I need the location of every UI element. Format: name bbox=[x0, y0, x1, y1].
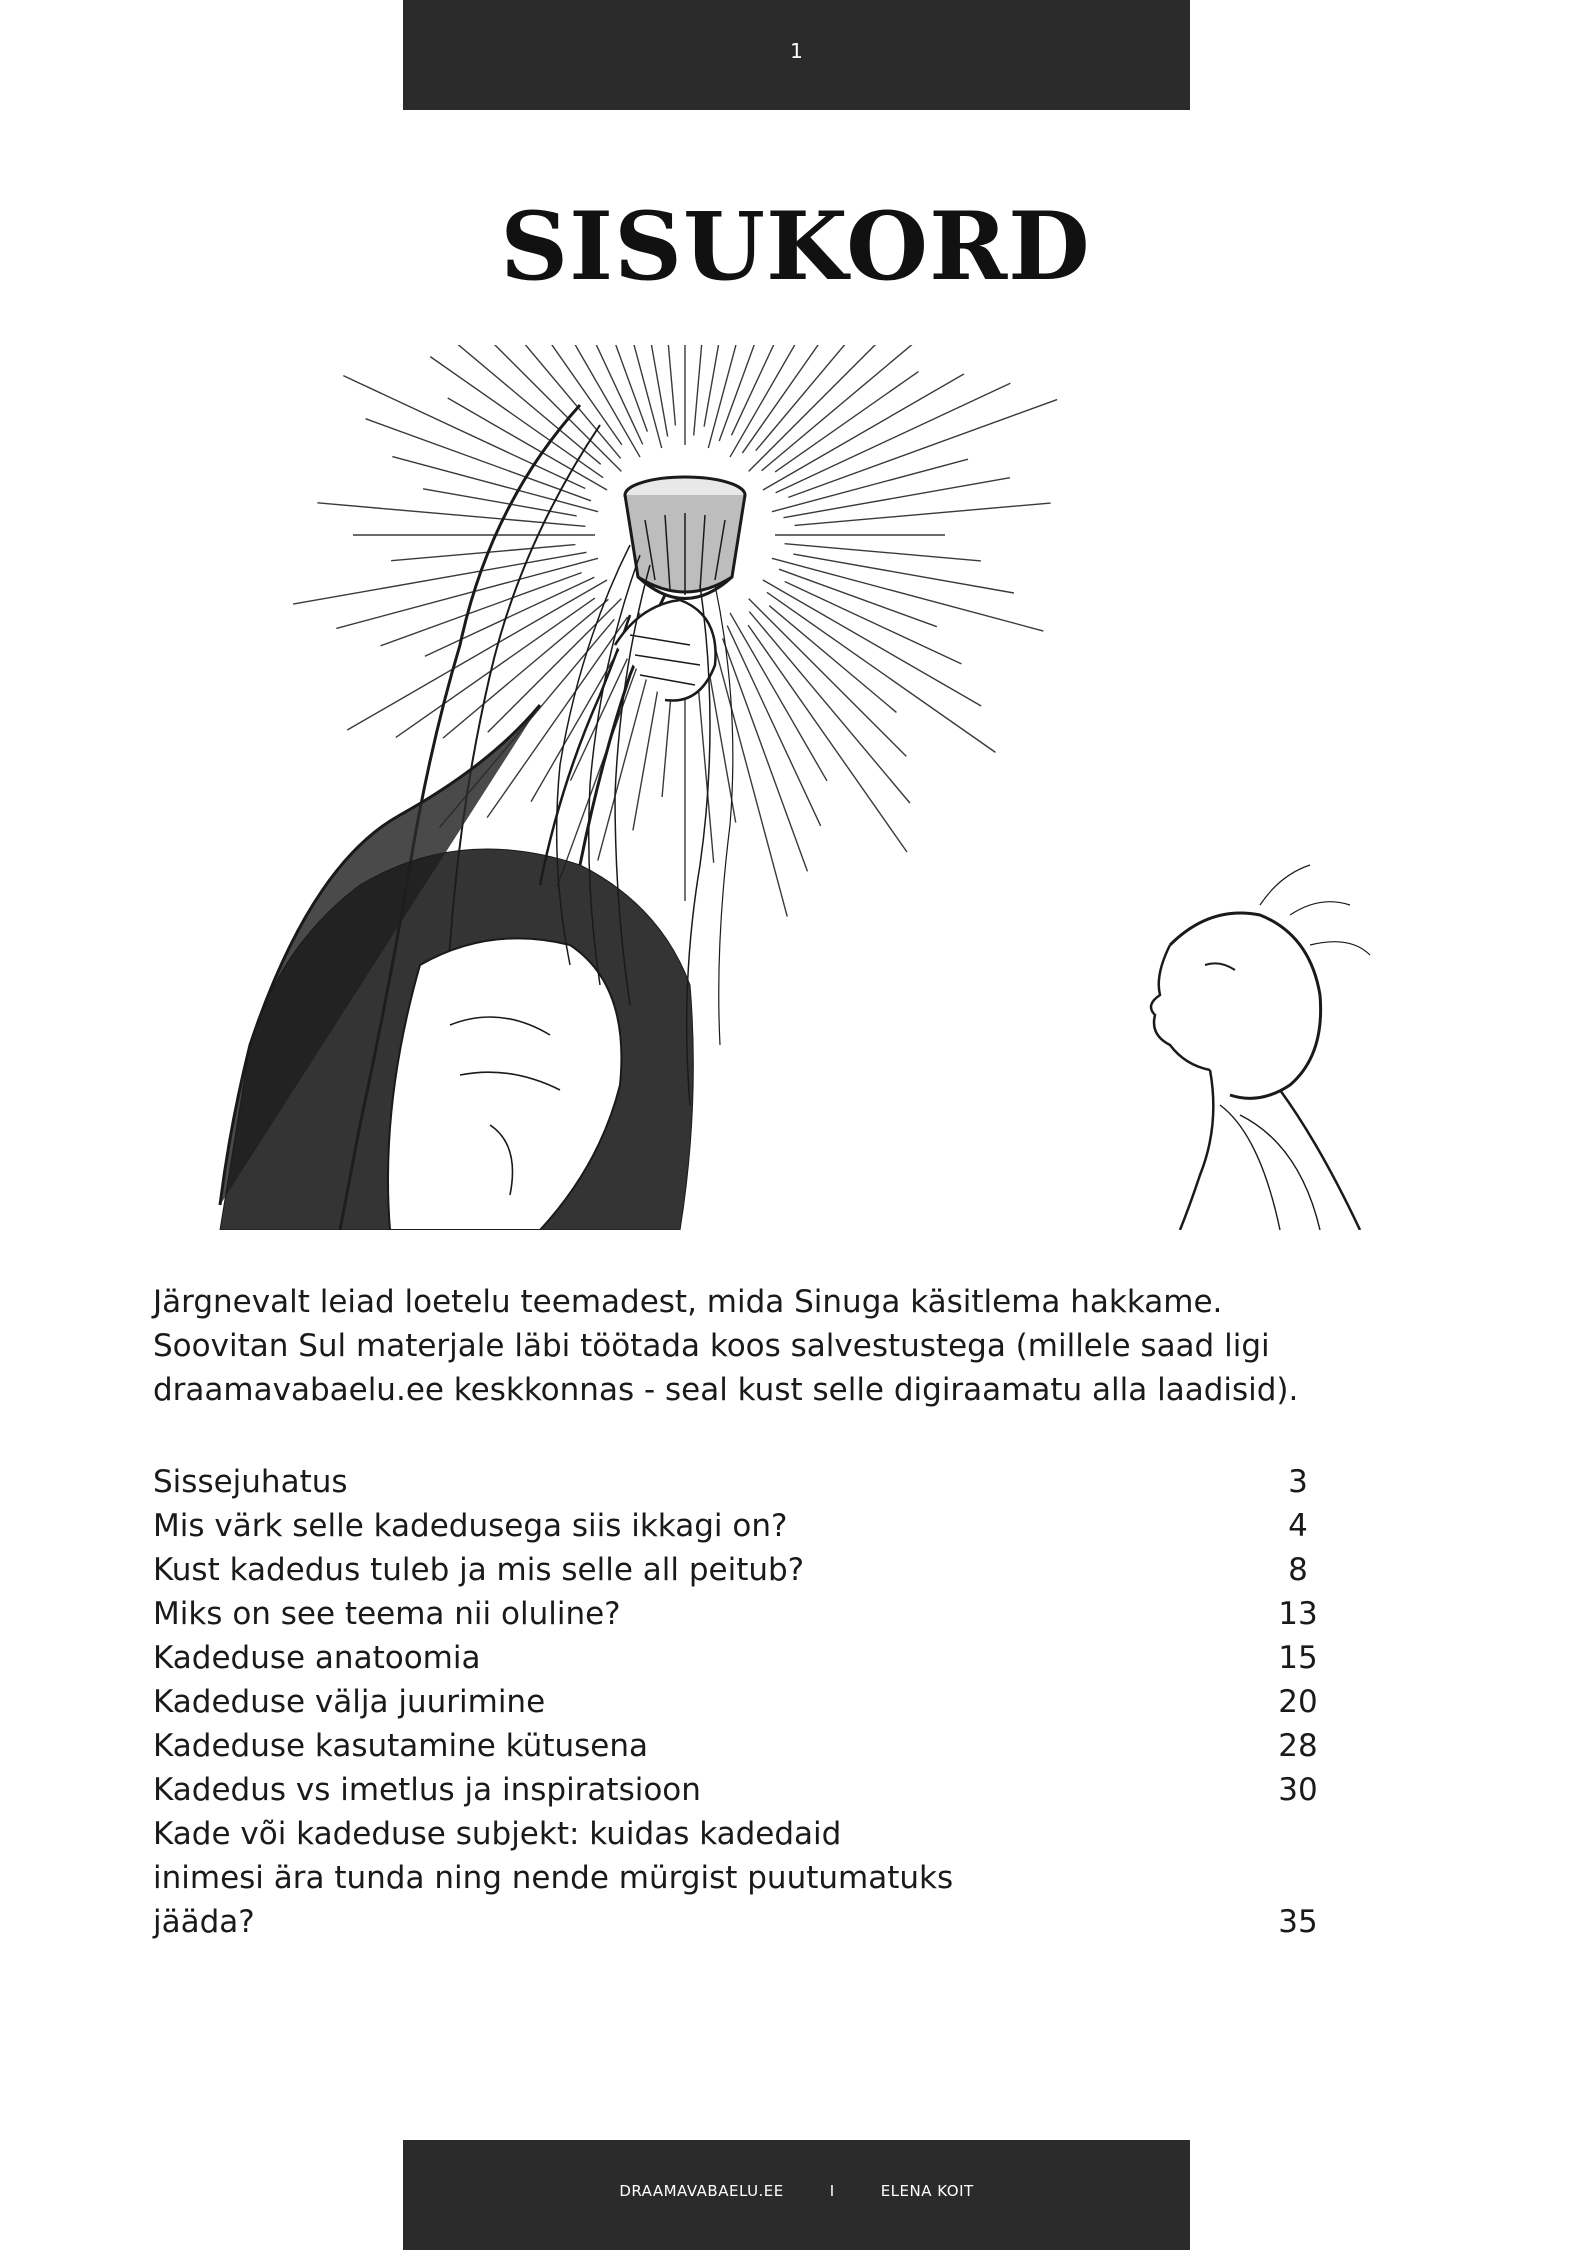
toc-entry-line: Kadeduse kasutamine kütusena bbox=[153, 1728, 648, 1764]
toc-entry-line: inimesi ära tunda ning nende mürgist puutumatuks bbox=[153, 1860, 954, 1896]
toc-entry-page: 35 bbox=[1278, 1904, 1318, 1940]
toc-entry[interactable] bbox=[153, 1504, 1338, 1548]
toc-entry[interactable] bbox=[153, 1460, 1338, 1504]
page-title: SISUKORD bbox=[500, 192, 1091, 302]
toc-entry[interactable] bbox=[153, 1548, 1338, 1592]
toc-entry-page: 4 bbox=[1288, 1508, 1308, 1544]
toc-entry-title bbox=[153, 1724, 648, 1768]
footer-author: ELENA KOIT bbox=[880, 2182, 974, 2200]
footer-bar bbox=[403, 2140, 1190, 2250]
toc-entry-title bbox=[153, 1460, 348, 1504]
toc-entry[interactable] bbox=[153, 1636, 1338, 1680]
intro-line: draamavabaelu.ee keskkonnas - seal kust selle digiraamatu alla laadisid). bbox=[153, 1372, 1299, 1408]
toc-entry-line: Miks on see teema nii oluline? bbox=[153, 1596, 621, 1632]
toc-entry[interactable] bbox=[153, 1592, 1338, 1636]
toc-entry-page: 30 bbox=[1278, 1772, 1318, 1808]
chalice-raising-figure-illustration bbox=[160, 345, 1430, 1230]
chalice-icon bbox=[625, 477, 745, 599]
toc-entry[interactable] bbox=[153, 1724, 1338, 1768]
toc-entry-page: 28 bbox=[1278, 1728, 1318, 1764]
toc-entry-page: 15 bbox=[1278, 1640, 1318, 1676]
toc-entry-page: 20 bbox=[1278, 1684, 1318, 1720]
toc-entry-title bbox=[153, 1548, 804, 1592]
toc-entry-title bbox=[153, 1504, 787, 1548]
intro-line: Soovitan Sul materjale läbi töötada koos salvestustega (millele saad ligi bbox=[153, 1328, 1270, 1364]
toc-entry-line: Mis värk selle kadedusega siis ikkagi on? bbox=[153, 1508, 788, 1544]
table-of-contents bbox=[153, 1460, 1338, 1944]
toc-entry[interactable] bbox=[153, 1680, 1338, 1724]
toc-entry-line: Sissejuhatus bbox=[153, 1464, 348, 1500]
intro-paragraph bbox=[153, 1280, 1453, 1412]
toc-entry-page: 13 bbox=[1278, 1596, 1318, 1632]
toc-entry-title bbox=[153, 1768, 701, 1812]
intro-line: Järgnevalt leiad loetelu teemadest, mida Sinuga käsitlema hakkame. bbox=[153, 1284, 1223, 1320]
toc-entry-title bbox=[153, 1812, 953, 1944]
toc-entry-title bbox=[153, 1680, 545, 1724]
toc-entry-line: Kadedus vs imetlus ja inspiratsioon bbox=[153, 1772, 701, 1808]
toc-entry-line: jääda? bbox=[153, 1904, 255, 1940]
toc-entry-title bbox=[153, 1592, 621, 1636]
toc-entry[interactable] bbox=[153, 1812, 1338, 1944]
toc-entry-line: Kade või kadeduse subjekt: kuidas kadedaid bbox=[153, 1816, 842, 1852]
toc-entry-line: Kadeduse anatoomia bbox=[153, 1640, 481, 1676]
toc-entry-page: 8 bbox=[1288, 1552, 1308, 1588]
toc-entry-page: 3 bbox=[1288, 1464, 1308, 1500]
header-bar bbox=[403, 0, 1190, 110]
toc-entry-line: Kadeduse välja juurimine bbox=[153, 1684, 546, 1720]
footer-site-link[interactable]: DRAAMAVABAELU.EE bbox=[619, 2182, 784, 2200]
toc-entry[interactable] bbox=[153, 1768, 1338, 1812]
toc-entry-title bbox=[153, 1636, 480, 1680]
toc-entry-line: Kust kadedus tuleb ja mis selle all peitub? bbox=[153, 1552, 805, 1588]
footer-separator: I bbox=[829, 2182, 835, 2200]
page-number: 1 bbox=[790, 39, 803, 63]
